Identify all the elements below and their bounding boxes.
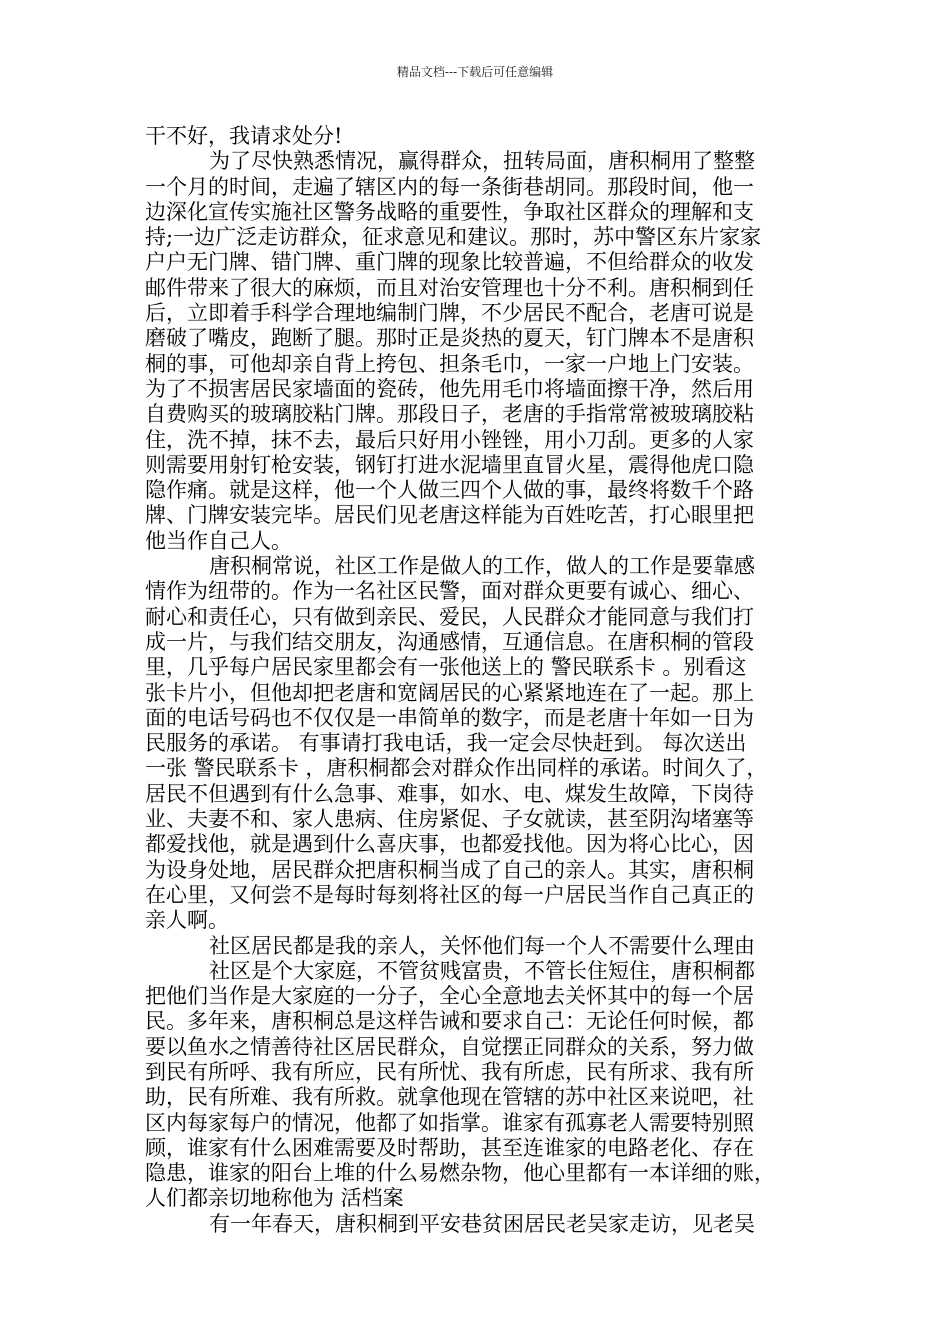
text-line: 助，民有所难、我有所救。就拿他现在管辖的苏中社区来说吧，社 <box>145 1085 754 1110</box>
text-line: 亲人啊。 <box>145 908 229 933</box>
text-line: 邮件带来了很大的麻烦，而且对治安管理也十分不利。唐积桐到任 <box>145 275 754 300</box>
text-line: 成一片，与我们结交朋友，沟通感情，互通信息。在唐积桐的管段 <box>145 629 754 654</box>
text-line: 张卡片小，但他却把老唐和宽阔居民的心紧紧地连在了一起。那上 <box>145 680 754 705</box>
text-line: 情作为纽带的。作为一名社区民警，面对群众更要有诚心、细心、 <box>145 579 754 604</box>
text-line: 都爱找他，就是遇到什么喜庆事，也都爱找他。因为将心比心，因 <box>145 832 754 857</box>
text-line: 在心里，又何尝不是每时每刻将社区的每一户居民当作自己真正的 <box>145 882 754 907</box>
text-line: 业、夫妻不和、家人患病、住房紧促、子女就读，甚至阴沟堵塞等 <box>145 807 754 832</box>
text-line: 里，几乎每户居民家里都会有一张他送上的 警民联系卡 。别看这 <box>145 655 747 680</box>
text-line: 边深化宣传实施社区警务战略的重要性，争取社区群众的理解和支 <box>145 199 754 224</box>
text-line: 要以鱼水之情善待社区居民群众，自觉摆正同群众的关系，努力做 <box>145 1034 754 1059</box>
text-line: 自费购买的玻璃胶粘门牌。那段日子，老唐的手指常常被玻璃胶粘 <box>145 402 754 427</box>
text-line: 到民有所呼、我有所应，民有所忧、我有所虑，民有所求、我有所 <box>145 1059 754 1084</box>
text-line: 把他们当作是大家庭的一分子，全心全意地去关怀其中的每一个居 <box>145 984 754 1009</box>
text-line: 面的电话号码也不仅仅是一串简单的数字，而是老唐十年如一日为 <box>145 705 754 730</box>
text-line: 社区居民都是我的亲人，关怀他们每一个人不需要什么理由 <box>209 933 755 958</box>
text-line: 为了不损害居民家墙面的瓷砖，他先用毛巾将墙面擦干净，然后用 <box>145 376 754 401</box>
text-line: 唐积桐常说，社区工作是做人的工作，做人的工作是要靠感 <box>209 554 755 579</box>
text-line: 顾，谁家有什么困难需要及时帮助，甚至连谁家的电路老化、存在 <box>145 1135 754 1160</box>
text-line: 为了尽快熟悉情况，赢得群众，扭转局面，唐积桐用了整整 <box>209 149 755 174</box>
text-line: 住，洗不掉，抹不去，最后只好用小锉锉，用小刀刮。更多的人家 <box>145 427 754 452</box>
text-line: 户户无门牌、错门牌、重门牌的现象比较普遍，不但给群众的收发 <box>145 250 754 275</box>
text-line: 磨破了嘴皮，跑断了腿。那时正是炎热的夏天，钉门牌本不是唐积 <box>145 326 754 351</box>
page-header: 精品文档---下载后可任意编辑 <box>396 65 554 79</box>
text-line: 社区是个大家庭，不管贫贱富贵，不管长住短住，唐积桐都 <box>209 958 755 983</box>
text-line: 区内每家每户的情况，他都了如指掌。谁家有孤寡老人需要特别照 <box>145 1110 754 1135</box>
text-line: 持;一边广泛走访群众，征求意见和建议。那时，苏中警区东片家家 <box>145 225 762 250</box>
text-line: 则需要用射钉枪安装，钢钉打进水泥墙里直冒火星，震得他虎口隐 <box>145 452 754 477</box>
text-line: 民。多年来，唐积桐总是这样告诫和要求自己：无论任何时候，都 <box>145 1009 754 1034</box>
text-line: 桐的事，可他却亲自背上挎包、担条毛巾，一家一户地上门安装。 <box>145 351 754 376</box>
text-line: 牌、门牌安装完毕。居民们见老唐这样能为百姓吃苦，打心眼里把 <box>145 503 754 528</box>
text-line: 隐患，谁家的阳台上堆的什么易燃杂物，他心里都有一本详细的账， <box>145 1161 775 1186</box>
text-line: 人们都亲切地称他为 活档案 <box>145 1186 404 1211</box>
text-line: 一张 警民联系卡 ，唐积桐都会对群众作出同样的承诺。时间久了， <box>145 756 768 781</box>
text-line: 耐心和责任心，只有做到亲民、爱民，人民群众才能同意与我们打 <box>145 604 754 629</box>
text-line: 干不好，我请求处分! <box>145 124 343 148</box>
text-line: 他当作自己人。 <box>145 528 292 553</box>
text-line: 为设身处地，居民群众把唐积桐当成了自己的亲人。其实，唐积桐 <box>145 857 754 882</box>
text-line: 隐作痛。就是这样，他一个人做三四个人做的事，最终将数千个路 <box>145 478 754 503</box>
text-line: 民服务的承诺。 有事请打我电话，我一定会尽快赶到。 每次送出 <box>145 731 747 756</box>
text-line: 一个月的时间，走遍了辖区内的每一条街巷胡同。那段时间，他一 <box>145 174 754 199</box>
text-line: 有一年春天，唐积桐到平安巷贫困居民老吴家走访，见老吴 <box>209 1211 755 1236</box>
text-line: 后，立即着手科学合理地编制门牌，不少居民不配合，老唐可说是 <box>145 301 754 326</box>
text-line: 居民不但遇到有什么急事、难事，如水、电、煤发生故障，下岗待 <box>145 781 754 806</box>
document-body <box>145 124 805 1237</box>
